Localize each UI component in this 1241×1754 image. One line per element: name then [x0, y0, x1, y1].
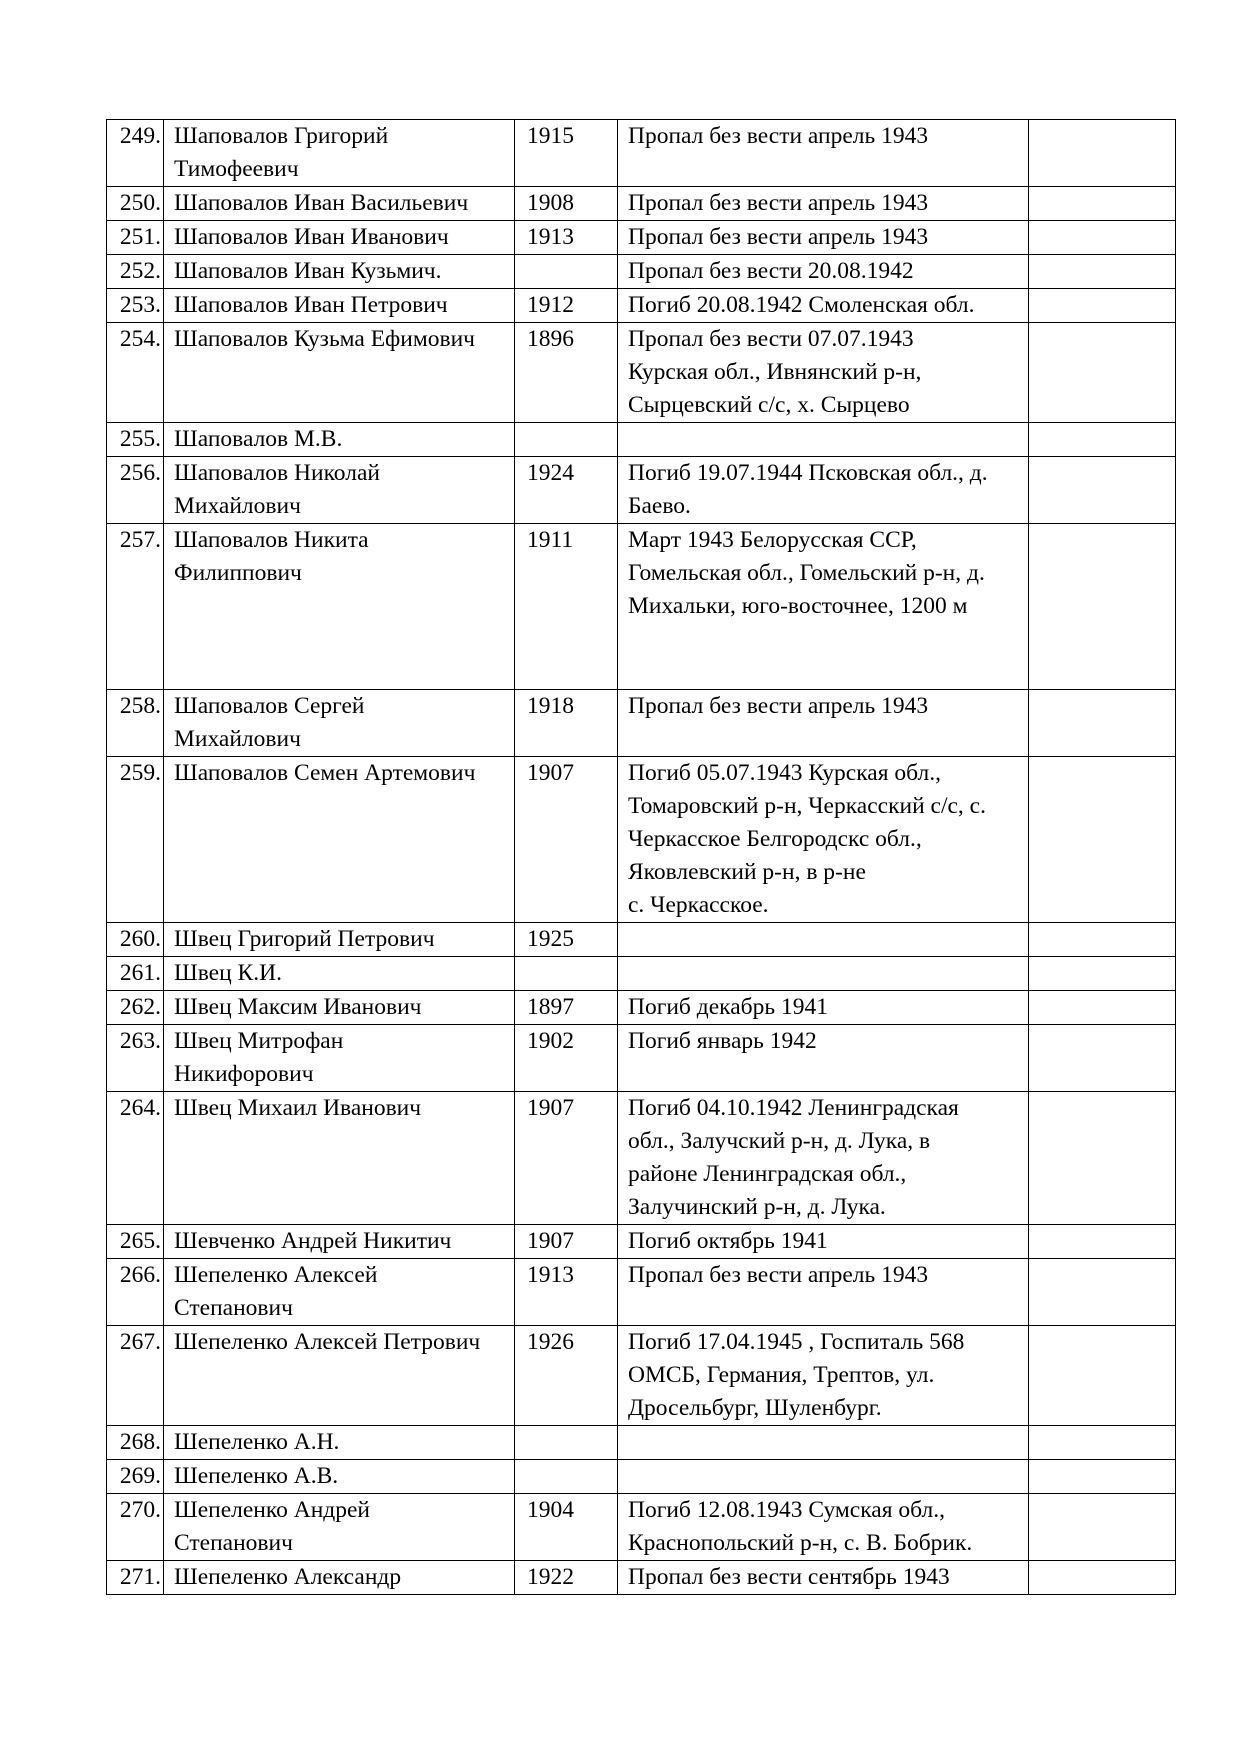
row-number: 268. [107, 1426, 164, 1460]
row-number: 250. [107, 187, 164, 221]
notes-cell [1029, 423, 1176, 457]
table-row [107, 457, 1176, 524]
person-name-line: Степанович [174, 1530, 293, 1556]
fate-line: Яковлевский р-н, в р-не [628, 859, 866, 885]
row-number: 263. [107, 1025, 164, 1092]
row-number: 258. [107, 690, 164, 757]
fate-line: Курская обл., Ивнянский р-н, [628, 359, 922, 385]
person-name-cell [164, 187, 515, 221]
table-row [107, 1326, 1176, 1426]
person-name-cell [164, 1025, 515, 1092]
person-name-line: Швец К.И. [174, 960, 282, 986]
person-name-cell [164, 1259, 515, 1326]
notes-cell [1029, 524, 1176, 690]
table-row [107, 957, 1176, 991]
fate-line: Погиб 12.08.1943 Сумская обл., [628, 1497, 945, 1523]
person-name-line: Шаповалов Сергей [174, 693, 365, 719]
notes-cell [1029, 457, 1176, 524]
fate-cell [618, 221, 1029, 255]
person-name-line: Шепеленко А.Н. [174, 1429, 340, 1455]
person-name-line: Шепеленко Алексей Петрович [174, 1329, 481, 1355]
fate-line: Погиб 05.07.1943 Курская обл., [628, 760, 942, 786]
fate-line: Пропал без вести апрель 1943 [628, 190, 929, 216]
person-name-cell [164, 1494, 515, 1561]
notes-cell [1029, 690, 1176, 757]
fate-cell [618, 1561, 1029, 1595]
row-number: 262. [107, 991, 164, 1025]
person-name-cell [164, 221, 515, 255]
roster-table [106, 119, 1176, 1595]
fate-line: Пропал без вести апрель 1943 [628, 693, 929, 719]
person-name-line: Швец Митрофан [174, 1028, 344, 1054]
person-name-line: Никифорович [174, 1061, 314, 1087]
fate-line: Погиб 17.04.1945 , Госпиталь 568 [628, 1329, 965, 1355]
person-name-line: Шаповалов Иван Васильевич [174, 190, 469, 216]
fate-line: Дросельбург, Шуленбург. [628, 1395, 882, 1421]
table-row [107, 423, 1176, 457]
fate-cell [618, 1494, 1029, 1561]
birth-year-cell: 1924 [515, 457, 618, 524]
notes-cell [1029, 1460, 1176, 1494]
fate-line: обл., Залучский р-н, д. Лука, в [628, 1128, 931, 1154]
notes-cell [1029, 323, 1176, 423]
birth-year-cell: 1918 [515, 690, 618, 757]
fate-line: с. Черкасское. [628, 892, 769, 918]
person-name-cell [164, 323, 515, 423]
table-row [107, 1494, 1176, 1561]
birth-year-cell: 1907 [515, 1225, 618, 1259]
fate-line: Погиб декабрь 1941 [628, 994, 828, 1020]
row-number: 251. [107, 221, 164, 255]
notes-cell [1029, 221, 1176, 255]
fate-line: Погиб октябрь 1941 [628, 1228, 828, 1254]
person-name-line: Швец Михаил Иванович [174, 1095, 422, 1121]
birth-year-cell: 1902 [515, 1025, 618, 1092]
birth-year-cell: 1913 [515, 1259, 618, 1326]
notes-cell [1029, 1092, 1176, 1225]
person-name-line: Шаповалов Иван Петрович [174, 292, 448, 318]
fate-line: Пропал без вести апрель 1943 [628, 123, 929, 149]
person-name-cell [164, 1326, 515, 1426]
fate-cell [618, 457, 1029, 524]
birth-year-cell: 1908 [515, 187, 618, 221]
fate-cell [618, 923, 1029, 957]
birth-year-cell: 1925 [515, 923, 618, 957]
person-name-line: Шаповалов М.В. [174, 426, 343, 452]
row-number: 256. [107, 457, 164, 524]
person-name-line: Михайлович [174, 493, 301, 519]
person-name-cell [164, 120, 515, 187]
table-row [107, 1561, 1176, 1595]
person-name-line: Шаповалов Николай [174, 460, 380, 486]
person-name-cell [164, 1092, 515, 1225]
person-name-line: Шепеленко А.В. [174, 1463, 339, 1489]
roster-table-body [107, 120, 1176, 1595]
birth-year-cell: 1922 [515, 1561, 618, 1595]
person-name-cell [164, 289, 515, 323]
notes-cell [1029, 1025, 1176, 1092]
table-row [107, 323, 1176, 423]
fate-line: Погиб 04.10.1942 Ленинградская [628, 1095, 959, 1121]
person-name-cell [164, 991, 515, 1025]
row-number: 266. [107, 1259, 164, 1326]
person-name-line: Филиппович [174, 560, 302, 586]
birth-year-cell: 1907 [515, 1092, 618, 1225]
birth-year-cell: 1907 [515, 757, 618, 923]
fate-line: Пропал без вести сентябрь 1943 [628, 1564, 950, 1590]
fate-line: Михальки, юго-восточнее, 1200 м [628, 593, 968, 619]
table-row [107, 690, 1176, 757]
row-number: 261. [107, 957, 164, 991]
row-number: 257. [107, 524, 164, 690]
fate-cell [618, 255, 1029, 289]
fate-cell [618, 1225, 1029, 1259]
fate-cell [618, 120, 1029, 187]
person-name-cell [164, 957, 515, 991]
table-row [107, 1426, 1176, 1460]
person-name-line: Шаповалов Иван Иванович [174, 224, 449, 250]
person-name-line: Михайлович [174, 726, 301, 752]
table-row [107, 289, 1176, 323]
fate-cell [618, 524, 1029, 690]
fate-line: районе Ленинградская обл., [628, 1161, 907, 1187]
row-number: 270. [107, 1494, 164, 1561]
fate-line: Пропал без вести апрель 1943 [628, 1262, 929, 1288]
row-number: 267. [107, 1326, 164, 1426]
person-name-line: Шепеленко Алексей [174, 1262, 378, 1288]
fate-cell [618, 757, 1029, 923]
birth-year-cell: 1912 [515, 289, 618, 323]
fate-cell [618, 289, 1029, 323]
person-name-cell [164, 524, 515, 690]
fate-cell [618, 323, 1029, 423]
birth-year-cell [515, 1426, 618, 1460]
notes-cell [1029, 1426, 1176, 1460]
table-row [107, 923, 1176, 957]
table-row [107, 1259, 1176, 1326]
person-name-cell [164, 255, 515, 289]
table-row [107, 1225, 1176, 1259]
fate-line: Гомельская обл., Гомельский р-н, д. [628, 560, 985, 586]
fate-cell [618, 957, 1029, 991]
person-name-line: Тимофеевич [174, 156, 299, 182]
fate-line: Пропал без вести апрель 1943 [628, 224, 929, 250]
row-number: 271. [107, 1561, 164, 1595]
fate-cell [618, 1326, 1029, 1426]
table-row [107, 1025, 1176, 1092]
table-row [107, 255, 1176, 289]
fate-cell [618, 187, 1029, 221]
fate-line: Томаровский р-н, Черкасский с/с, с. [628, 793, 986, 819]
person-name-cell [164, 1426, 515, 1460]
notes-cell [1029, 923, 1176, 957]
fate-line: Залучинский р-н, д. Лука. [628, 1194, 886, 1220]
row-number: 254. [107, 323, 164, 423]
fate-line: ОМСБ, Германия, Трептов, ул. [628, 1362, 935, 1388]
birth-year-cell: 1913 [515, 221, 618, 255]
notes-cell [1029, 187, 1176, 221]
person-name-line: Шаповалов Иван Кузьмич. [174, 258, 442, 284]
birth-year-cell: 1904 [515, 1494, 618, 1561]
fate-line: Погиб январь 1942 [628, 1028, 817, 1054]
person-name-cell [164, 1460, 515, 1494]
person-name-cell [164, 690, 515, 757]
table-row [107, 524, 1176, 690]
fate-cell [618, 1259, 1029, 1326]
person-name-line: Шевченко Андрей Никитич [174, 1228, 452, 1254]
fate-cell [618, 1460, 1029, 1494]
person-name-line: Шепеленко Андрей [174, 1497, 370, 1523]
fate-line: Баево. [628, 493, 691, 519]
table-row [107, 1092, 1176, 1225]
fate-line: Сырцевский с/с, х. Сырцево [628, 392, 910, 418]
notes-cell [1029, 1259, 1176, 1326]
row-number: 255. [107, 423, 164, 457]
fate-line: Пропал без вести 07.07.1943 [628, 326, 914, 352]
row-number: 264. [107, 1092, 164, 1225]
birth-year-cell: 1911 [515, 524, 618, 690]
fate-line: Март 1943 Белорусская ССР, [628, 527, 917, 553]
person-name-line: Шаповалов Кузьма Ефимович [174, 326, 475, 352]
row-number: 259. [107, 757, 164, 923]
person-name-cell [164, 1561, 515, 1595]
birth-year-cell [515, 1460, 618, 1494]
birth-year-cell: 1926 [515, 1326, 618, 1426]
notes-cell [1029, 1326, 1176, 1426]
row-number: 260. [107, 923, 164, 957]
table-row [107, 187, 1176, 221]
row-number: 253. [107, 289, 164, 323]
birth-year-cell: 1915 [515, 120, 618, 187]
birth-year-cell [515, 957, 618, 991]
fate-line: Пропал без вести 20.08.1942 [628, 258, 914, 284]
person-name-line: Шаповалов Григорий [174, 123, 389, 149]
notes-cell [1029, 1225, 1176, 1259]
fate-cell [618, 991, 1029, 1025]
table-row [107, 757, 1176, 923]
notes-cell [1029, 957, 1176, 991]
person-name-cell [164, 457, 515, 524]
table-row [107, 991, 1176, 1025]
birth-year-cell: 1897 [515, 991, 618, 1025]
notes-cell [1029, 757, 1176, 923]
person-name-cell [164, 1225, 515, 1259]
person-name-line: Шаповалов Семен Артемович [174, 760, 476, 786]
fate-line: Черкасское Белгородскс обл., [628, 826, 922, 852]
notes-cell [1029, 120, 1176, 187]
fate-cell [618, 1426, 1029, 1460]
row-number: 249. [107, 120, 164, 187]
notes-cell [1029, 289, 1176, 323]
table-row [107, 1460, 1176, 1494]
fate-cell [618, 1025, 1029, 1092]
fate-line: Погиб 19.07.1944 Псковская обл., д. [628, 460, 988, 486]
birth-year-cell: 1896 [515, 323, 618, 423]
notes-cell [1029, 991, 1176, 1025]
person-name-line: Степанович [174, 1295, 293, 1321]
fate-cell [618, 423, 1029, 457]
fate-cell [618, 1092, 1029, 1225]
person-name-cell [164, 423, 515, 457]
person-name-cell [164, 923, 515, 957]
row-number: 265. [107, 1225, 164, 1259]
person-name-line: Шепеленко Александр [174, 1564, 402, 1590]
birth-year-cell [515, 255, 618, 289]
birth-year-cell [515, 423, 618, 457]
fate-cell [618, 690, 1029, 757]
person-name-line: Швец Максим Иванович [174, 994, 422, 1020]
notes-cell [1029, 1494, 1176, 1561]
row-number: 269. [107, 1460, 164, 1494]
row-number: 252. [107, 255, 164, 289]
person-name-cell [164, 757, 515, 923]
table-row [107, 120, 1176, 187]
fate-line: Погиб 20.08.1942 Смоленская обл. [628, 292, 975, 318]
fate-line: Краснопольский р-н, с. В. Бобрик. [628, 1530, 973, 1556]
notes-cell [1029, 255, 1176, 289]
notes-cell [1029, 1561, 1176, 1595]
person-name-line: Шаповалов Никита [174, 527, 369, 553]
table-row [107, 221, 1176, 255]
person-name-line: Швец Григорий Петрович [174, 926, 435, 952]
